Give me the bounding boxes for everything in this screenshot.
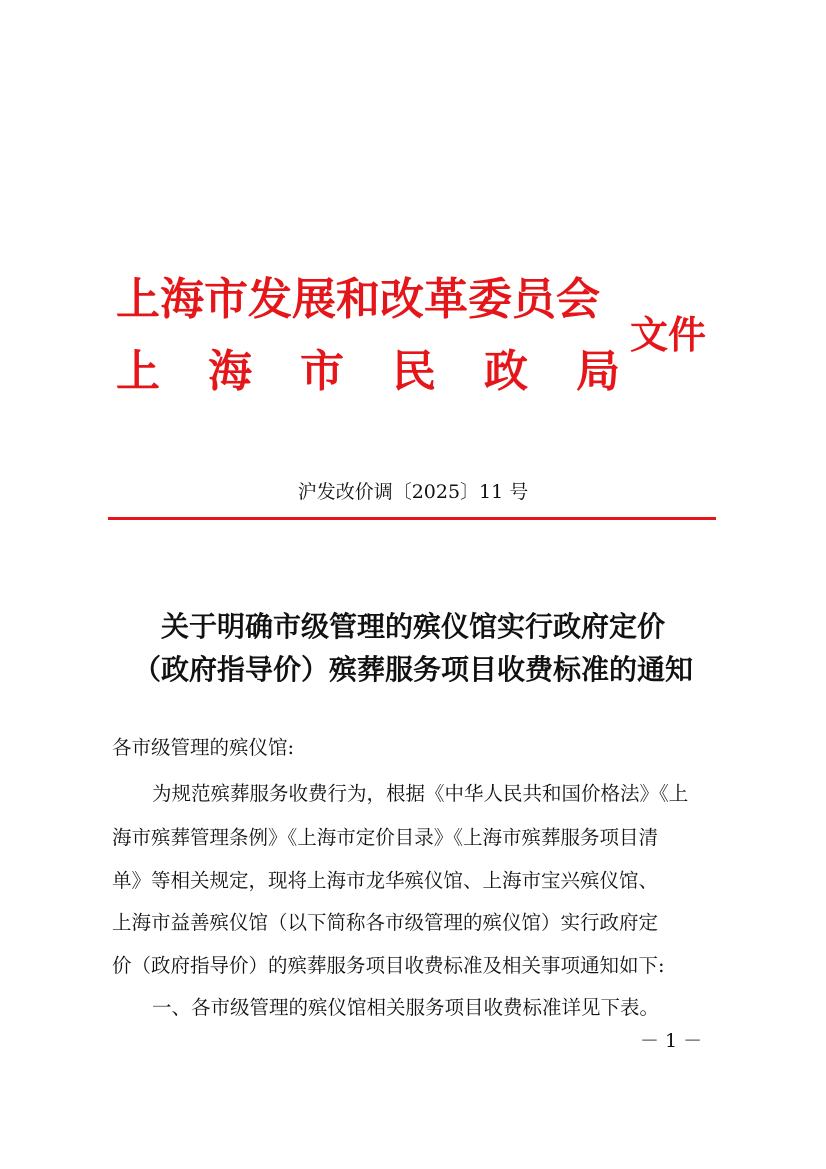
paragraph-line: 价（政府指导价）的殡葬服务项目收费标准及相关事项通知如下:	[112, 954, 665, 977]
document-number: 沪发改价调〔2025〕11 号	[297, 481, 529, 503]
issuer-char: 政	[484, 346, 528, 397]
issuer-name-civil-affairs	[116, 346, 620, 397]
notice-title-line-1: 关于明确市级管理的殡仪馆实行政府定价	[160, 610, 665, 643]
issuer-char: 局	[576, 346, 620, 397]
paragraph-line: 为规范殡葬服务收费行为，根据《中华人民共和国价格法》《上	[152, 782, 689, 805]
issuer-char: 市	[300, 346, 344, 397]
issuer-char: 民	[392, 346, 436, 397]
notice-title-line-2: （政府指导价）殡葬服务项目收费标准的通知	[132, 653, 693, 686]
salutation: 各市级管理的殡仪馆:	[112, 736, 295, 759]
paragraph-line: 上海市益善殡仪馆（以下简称各市级管理的殡仪馆）实行政府定	[112, 911, 659, 934]
paragraph-line: 单》等相关规定，现将上海市龙华殡仪馆、上海市宝兴殡仪馆、	[112, 869, 659, 892]
red-divider	[108, 517, 716, 520]
issuer-char: 海	[208, 346, 252, 397]
document-label: 文件	[630, 312, 707, 357]
page-number: － 1 －	[640, 1030, 703, 1052]
issuer-char: 上	[116, 346, 160, 397]
paragraph-line: 海市殡葬管理条例》《上海市定价目录》《上海市殡葬服务项目清	[112, 826, 659, 849]
issuer-name-ndrc: 上海市发展和改革委员会	[116, 274, 600, 325]
paragraph-line: 一、各市级管理的殡仪馆相关服务项目收费标准详见下表。	[152, 996, 660, 1019]
